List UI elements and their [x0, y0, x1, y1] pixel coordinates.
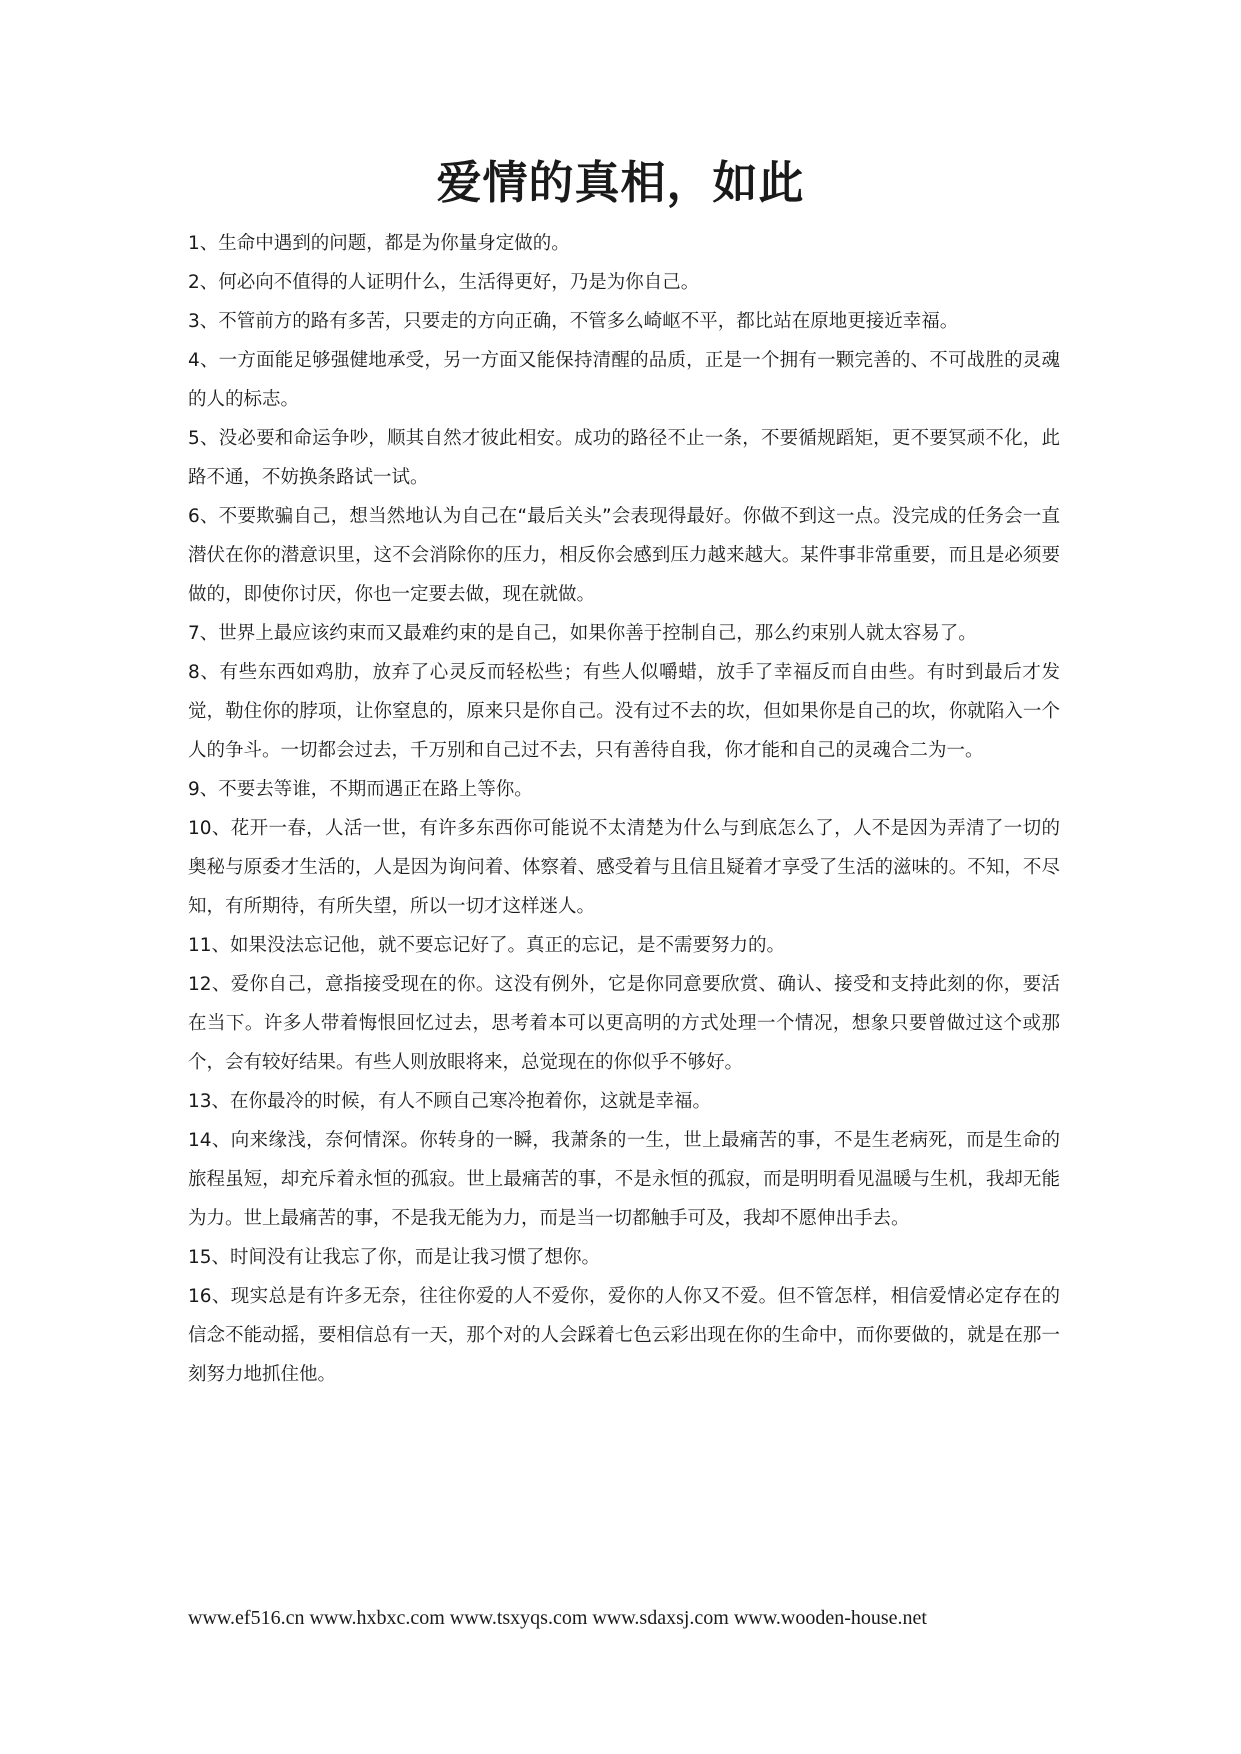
list-item: [188, 1238, 1060, 1277]
item-text: 何必向不值得的人证明什么，生活得更好，乃是为你自己。: [218, 272, 700, 293]
item-text: 爱你自己，意指接受现在的你。这没有例外，它是你同意要欣赏、确认、接受和支持此刻的你，要活在当下。许多人带着悔恨回忆过去，思考着本可以更高明的方式处理一个情况，想象只要曾做过这个或那个，会有较好结果。有些人则放眼将来，总觉现在的你似乎不够好。: [188, 974, 1060, 1073]
list-item: [188, 419, 1060, 497]
item-number: 12、: [188, 974, 231, 995]
item-text: 不管前方的路有多苦，只要走的方向正确，不管多么崎岖不平，都比站在原地更接近幸福。: [218, 311, 959, 332]
item-number: 16、: [188, 1286, 231, 1307]
list-item: [188, 1082, 1060, 1121]
item-text: 现实总是有许多无奈，往往你爱的人不爱你，爱你的人你又不爱。但不管怎样，相信爱情必定存在的信念不能动摇，要相信总有一天，那个对的人会踩着七色云彩出现在你的生命中，而你要做的，就是在那一刻努力地抓住他。: [188, 1286, 1060, 1385]
item-number: 10、: [188, 818, 231, 839]
item-text: 有些东西如鸡肋，放弃了心灵反而轻松些；有些人似嚼蜡，放手了幸福反而自由些。有时到最后才发觉，勒住你的脖项，让你窒息的，原来只是你自己。没有过不去的坎，但如果你是自己的坎，你就陷入一个人的争斗。一切都会过去，千万别和自己过不去，只有善待自我，你才能和自己的灵魂合二为一。: [188, 662, 1060, 761]
item-number: 15、: [188, 1247, 231, 1268]
item-number: 3、: [188, 311, 219, 332]
list-item: [188, 614, 1060, 653]
list-item: [188, 1121, 1060, 1238]
item-text: 一方面能足够强健地承受，另一方面又能保持清醒的品质，正是一个拥有一颗完善的、不可战胜的灵魂的人的标志。: [188, 350, 1060, 410]
list-item: [188, 341, 1060, 419]
item-number: 9、: [188, 779, 219, 800]
item-text: 在你最冷的时候，有人不顾自己寒冷抱着你，这就是幸福。: [230, 1091, 712, 1112]
item-number: 1、: [188, 233, 219, 254]
item-number: 5、: [188, 428, 219, 449]
item-number: 8、: [188, 662, 220, 683]
list-item: [188, 224, 1060, 263]
item-text: 如果没法忘记他，就不要忘记好了。真正的忘记，是不需要努力的。: [230, 935, 786, 956]
item-text: 世界上最应该约束而又最难约束的是自己，如果你善于控制自己，那么约束别人就太容易了。: [218, 623, 977, 644]
item-text: 时间没有让我忘了你，而是让我习惯了想你。: [230, 1247, 601, 1268]
item-text: 花开一春，人活一世，有许多东西你可能说不太清楚为什么与到底怎么了，人不是因为弄清了一切的奥秘与原委才生活的，人是因为询问着、体察着、感受着与且信且疑着才享受了生活的滋味的。不知，不尽知，有所期待，有所失望，所以一切才这样迷人。: [188, 818, 1060, 917]
list-item: [188, 1277, 1060, 1394]
list-item: [188, 497, 1060, 614]
item-text: 向来缘浅，奈何情深。你转身的一瞬，我萧条的一生，世上最痛苦的事，不是生老病死，而是生命的旅程虽短，却充斥着永恒的孤寂。世上最痛苦的事，不是永恒的孤寂，而是明明看见温暖与生机，我却无能为力。世上最痛苦的事，不是我无能为力，而是当一切都触手可及，我却不愿伸出手去。: [188, 1130, 1060, 1229]
item-number: 7、: [188, 623, 219, 644]
item-number: 6、: [188, 506, 219, 527]
list-item: [188, 653, 1060, 770]
item-number: 13、: [188, 1091, 231, 1112]
item-text: 不要去等谁，不期而遇正在路上等你。: [218, 779, 533, 800]
footer-urls: www.ef516.cn www.hxbxc.com www.tsxyqs.com www.sdaxsj.com www.wooden-house.net: [188, 1607, 927, 1629]
item-number: 11、: [188, 935, 231, 956]
item-text: 没必要和命运争吵，顺其自然才彼此相安。成功的路径不止一条，不要循规蹈矩，更不要冥顽不化，此路不通，不妨换条路试一试。: [188, 428, 1060, 488]
list-item: [188, 926, 1060, 965]
list-item: [188, 263, 1060, 302]
item-text: 生命中遇到的问题，都是为你量身定做的。: [218, 233, 570, 254]
item-text: 不要欺骗自己，想当然地认为自己在“最后关头”会表现得最好。你做不到这一点。没完成的任务会一直潜伏在你的潜意识里，这不会消除你的压力，相反你会感到压力越来越大。某件事非常重要，而且是必须要做的，即使你讨厌，你也一定要去做，现在就做。: [188, 506, 1060, 605]
quote-list: [188, 224, 1060, 1394]
list-item: [188, 965, 1060, 1082]
item-number: 14、: [188, 1130, 231, 1151]
item-number: 4、: [188, 350, 219, 371]
item-number: 2、: [188, 272, 219, 293]
page-title: 爱情的真相，如此: [436, 156, 805, 209]
list-item: [188, 770, 1060, 809]
list-item: [188, 809, 1060, 926]
list-item: [188, 302, 1060, 341]
